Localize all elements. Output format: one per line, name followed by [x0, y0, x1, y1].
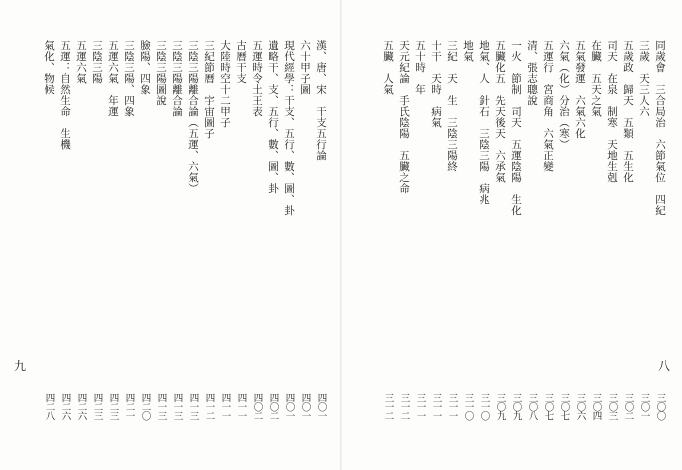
- toc-entry: [59, 40, 71, 420]
- toc-entry: [606, 40, 618, 420]
- toc-entry-page: 三一一: [414, 393, 426, 420]
- page-number: 九: [14, 359, 27, 373]
- toc-entry-title: 六氣（化）分治（寒）: [558, 40, 570, 150]
- toc-entry: [414, 40, 426, 420]
- toc-entry: [446, 40, 458, 420]
- toc-entry-page: 四二三: [107, 393, 119, 420]
- toc-entry-title: 五氣發運 六氣六化: [574, 40, 586, 139]
- toc-entry: [510, 40, 522, 420]
- toc-entry-title: 五運行 宮商角 六氣正變: [542, 40, 554, 172]
- toc-entry: [283, 40, 295, 420]
- toc-entry-page: 四一一: [219, 393, 231, 420]
- toc-entry-page: 四〇一: [315, 393, 327, 420]
- toc-entry-page: 三〇九: [494, 393, 506, 420]
- toc-entry: [91, 40, 103, 420]
- toc-entry-title: 現代經學：干支、五行、數、圖、卦: [283, 40, 295, 216]
- toc-entry: [382, 40, 394, 420]
- toc-entry-title: 三陰三陽: [91, 40, 103, 84]
- toc-entry-page: 三〇三: [606, 393, 618, 420]
- toc-entry: [267, 40, 279, 420]
- right-toc: [374, 40, 666, 420]
- toc-entry-page: 三〇二: [622, 393, 634, 420]
- toc-entry-page: 四一一: [235, 393, 247, 420]
- toc-entry-title: 十干 天時 病氣: [430, 40, 442, 128]
- page-number: 八: [657, 359, 670, 373]
- toc-entry: [478, 40, 490, 420]
- toc-entry: [622, 40, 634, 420]
- toc-entry-page: 三〇七: [558, 393, 570, 420]
- toc-entry-page: 四二八: [43, 393, 55, 420]
- toc-entry-title: 遺略干、支、五行、數、圖、卦: [267, 40, 279, 194]
- toc-entry-page: 四二三: [91, 393, 103, 420]
- toc-entry: [558, 40, 570, 420]
- toc-entry-title: 五臟化五 先天後天 六承氣: [494, 40, 506, 183]
- toc-entry-title: 三紀節曆 宇宙圖子: [203, 40, 215, 139]
- toc-entry-page: 四〇一: [283, 393, 295, 420]
- toc-entry: [75, 40, 87, 420]
- toc-entry-title: 古曆干支: [235, 40, 247, 84]
- toc-entry-page: 四一二: [203, 393, 215, 420]
- toc-entry-page: 三〇四: [590, 393, 602, 420]
- toc-entry-page: 三〇七: [542, 393, 554, 420]
- toc-entry-title: 地氣: [462, 40, 474, 62]
- toc-entry-page: 三一〇: [462, 393, 474, 420]
- toc-entry-page: 四二一: [123, 393, 135, 420]
- toc-entry: [430, 40, 442, 420]
- toc-entry-title: 五運：自然生命 生機: [59, 40, 71, 150]
- toc-entry-title: 三陰三陽離合論（五運、六氣）: [187, 40, 199, 194]
- toc-entry-title: 六十甲子圖: [299, 40, 311, 95]
- toc-entry-title: 同歲會 三合局治 六節氣位 四紀: [654, 40, 666, 216]
- toc-entry: [398, 40, 410, 420]
- toc-entry-page: 三一〇: [478, 393, 490, 420]
- toc-entry-title: 三陰三陽離合論: [171, 40, 183, 117]
- toc-entry: [638, 40, 650, 420]
- toc-entry-page: 四二〇: [139, 393, 151, 420]
- toc-entry-title: 地氣、人 針石 三陰三陽 病兆: [478, 40, 490, 205]
- toc-entry: [299, 40, 311, 420]
- toc-entry-page: 四二六: [59, 393, 71, 420]
- toc-entry-page: 三〇一: [638, 393, 650, 420]
- toc-entry-title: 五十時 年: [414, 40, 426, 95]
- toc-entry-title: 清、張志聰說: [526, 40, 538, 106]
- toc-entry: [203, 40, 215, 420]
- toc-entry-page: 三一二: [398, 393, 410, 420]
- toc-entry: [43, 40, 55, 420]
- toc-entry-title: 五歲政 歸天 五類 五生化: [622, 40, 634, 183]
- toc-entry-title: 氣化、物候: [43, 40, 55, 95]
- toc-entry-title: 漢、唐、宋 干支五行論: [315, 40, 327, 161]
- toc-entry-page: 三〇九: [510, 393, 522, 420]
- toc-entry: [187, 40, 199, 420]
- toc-entry: [542, 40, 554, 420]
- toc-entry-page: 三一一: [446, 393, 458, 420]
- toc-entry: [123, 40, 135, 420]
- toc-entry: [494, 40, 506, 420]
- toc-entry-title: 五運六氣 年運: [107, 40, 119, 117]
- toc-entry: [219, 40, 231, 420]
- toc-entry-title: 天元紀論 手氏陰陽 五臟之命: [398, 40, 410, 194]
- toc-entry-page: 三〇〇: [654, 393, 666, 420]
- toc-entry-page: 三一二: [382, 393, 394, 420]
- toc-entry: [462, 40, 474, 420]
- toc-entry: [107, 40, 119, 420]
- toc-entry: [171, 40, 183, 420]
- toc-entry-page: 四一三: [155, 393, 167, 420]
- toc-entry-page: 三〇八: [526, 393, 538, 420]
- right-page: [341, 0, 682, 470]
- toc-entry-title: 三陰三陽、四象: [123, 40, 135, 117]
- toc-entry-page: 四二六: [75, 393, 87, 420]
- toc-entry: [235, 40, 247, 420]
- toc-entry-title: 五運六氣: [75, 40, 87, 84]
- toc-entry-title: 五臟 人氣: [382, 40, 394, 95]
- toc-entry-title: 臉陽、四象: [139, 40, 151, 95]
- toc-entry: [139, 40, 151, 420]
- toc-entry-title: 三陰三陽圖說: [155, 40, 167, 106]
- left-toc: [27, 40, 327, 420]
- toc-entry: [251, 40, 263, 420]
- toc-entry: [526, 40, 538, 420]
- toc-entry-page: 四一三: [187, 393, 199, 420]
- toc-entry-page: 四一三: [171, 393, 183, 420]
- toc-entry-title: 五運時令土王表: [251, 40, 263, 117]
- toc-entry-page: 四〇二: [267, 393, 279, 420]
- toc-entry-page: 三一一: [430, 393, 442, 420]
- toc-entry-title: 一火 節制 司天 五運陰陽 生化: [510, 40, 522, 216]
- toc-entry-title: 三紀 天 生 三陰三陽終: [446, 40, 458, 172]
- toc-entry-page: 四〇二: [251, 393, 263, 420]
- toc-entry-title: 三歲 天三人六: [638, 40, 650, 117]
- toc-entry-title: 在臟 五天之氣: [590, 40, 602, 117]
- toc-entry-page: 四〇一: [299, 393, 311, 420]
- toc-entry: [590, 40, 602, 420]
- toc-entry: [574, 40, 586, 420]
- toc-entry-title: 大陸時空十二甲子: [219, 40, 231, 128]
- toc-entry: [315, 40, 327, 420]
- toc-entry-page: 三〇六: [574, 393, 586, 420]
- toc-entry-title: 司天 在泉 制寒 天地生剋: [606, 40, 618, 183]
- toc-entry: [155, 40, 167, 420]
